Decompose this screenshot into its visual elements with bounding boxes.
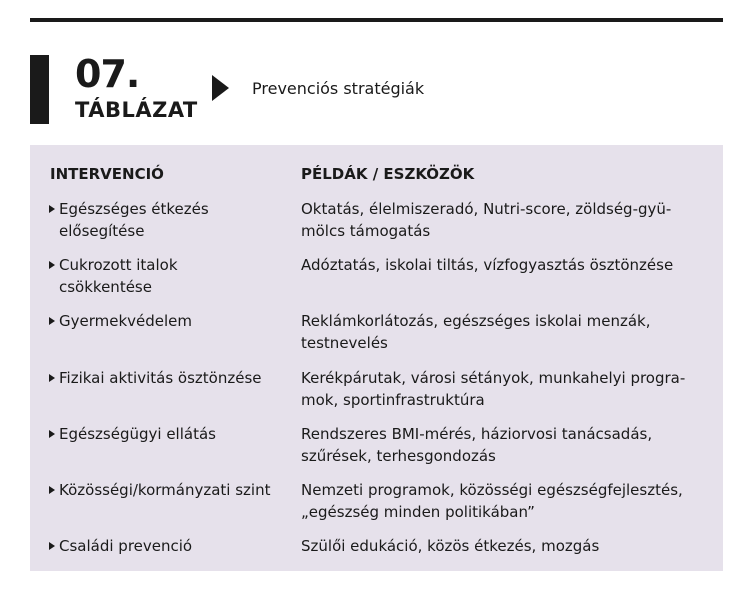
cell-line: szűrések, terhesgondozás [301, 447, 496, 465]
examples-cell [301, 535, 706, 557]
cell-line: Gyermekvédelem [59, 312, 193, 330]
examples-cell [301, 310, 706, 354]
cell-line: elősegítése [59, 222, 145, 240]
examples-cell [301, 254, 706, 276]
cell-line: mok, sportinfrastruktúra [301, 391, 485, 409]
cell-line: testnevelés [301, 334, 388, 352]
intervention-cell [59, 198, 289, 242]
table-label: TÁBLÁZAT [75, 98, 198, 122]
intervention-cell [59, 479, 289, 501]
cell-line: Reklámkorlátozás, egészséges iskolai menzák, [301, 312, 651, 330]
intervention-cell [59, 423, 289, 445]
cell-line: Egészséges étkezés [59, 200, 209, 218]
cell-line: csökkentése [59, 278, 152, 296]
cell-line: Kerékpárutak, városi sétányok, munkahelyi progra- [301, 369, 686, 387]
examples-cell [301, 423, 706, 467]
cell-line: Közösségi/kormányzati szint [59, 481, 271, 499]
intervention-cell [59, 367, 289, 389]
top-rule [30, 18, 723, 22]
cell-line: Rendszeres BMI-mérés, háziorvosi tanácsadás, [301, 425, 653, 443]
cell-line: Nemzeti programok, közösségi egészségfejlesztés, [301, 481, 683, 499]
examples-cell [301, 479, 706, 523]
bullet-arrow-icon [49, 261, 55, 269]
intervention-cell [59, 535, 289, 557]
intervention-cell [59, 254, 289, 298]
examples-cell [301, 367, 706, 411]
column-header-intervention: INTERVENCIÓ [50, 165, 164, 183]
cell-line: Egészségügyi ellátás [59, 425, 216, 443]
bullet-arrow-icon [49, 374, 55, 382]
cell-line: „egészség minden politikában” [301, 503, 535, 521]
bullet-arrow-icon [49, 205, 55, 213]
table-number: 07. [75, 52, 140, 96]
cell-line: Cukrozott italok [59, 256, 178, 274]
bullet-arrow-icon [49, 430, 55, 438]
examples-cell [301, 198, 706, 242]
cell-line: Szülői edukáció, közös étkezés, mozgás [301, 537, 600, 555]
column-header-examples: PÉLDÁK / ESZKÖZÖK [301, 165, 475, 183]
title-arrow-icon [212, 75, 229, 101]
cell-line: Fizikai aktivitás ösztönzése [59, 369, 262, 387]
cell-line: mölcs támogatás [301, 222, 431, 240]
cell-line: Családi prevenció [59, 537, 193, 555]
table-title: Prevenciós stratégiák [252, 79, 425, 98]
header-accent-bar [30, 55, 49, 124]
cell-line: Oktatás, élelmiszeradó, Nutri-score, zöldség-gyü- [301, 200, 672, 218]
bullet-arrow-icon [49, 486, 55, 494]
bullet-arrow-icon [49, 317, 55, 325]
intervention-cell [59, 310, 289, 332]
cell-line: Adóztatás, iskolai tiltás, vízfogyasztás ösztönzése [301, 256, 674, 274]
bullet-arrow-icon [49, 542, 55, 550]
